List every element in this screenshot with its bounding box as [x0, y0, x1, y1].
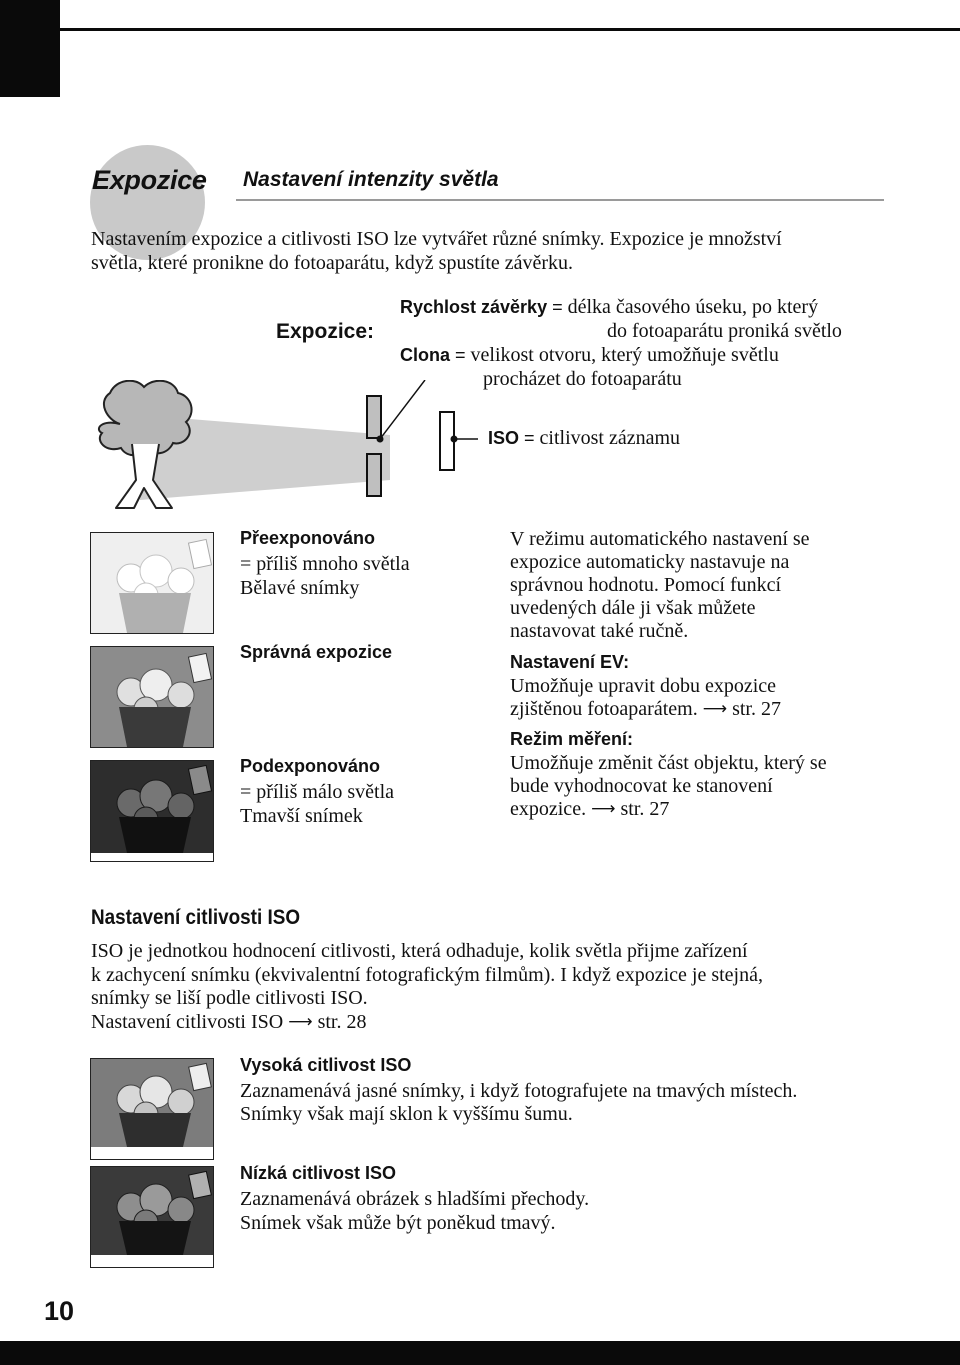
auto-line-3: správnou hodnotu. Pomocí funkcí	[510, 574, 782, 596]
overexposed-photo	[90, 532, 214, 634]
shutter-term: Rychlost závěrky	[400, 297, 548, 317]
arrow-right-icon: ⟶	[591, 799, 616, 819]
top-rule	[60, 28, 960, 31]
light-path-diagram	[80, 380, 480, 520]
auto-mode-paragraph	[510, 528, 810, 643]
title-rule	[236, 199, 884, 201]
underexposed-line-2: Tmavší snímek	[240, 805, 363, 827]
bottom-bar	[0, 1341, 960, 1365]
underexposed-title: Podexponováno	[240, 756, 381, 776]
iso-line-4: Nastavení citlivosti ISO ⟶ str. 28	[91, 1010, 367, 1033]
intro-line-2: světla, které pronikne do fotoaparátu, když spustíte závěrku.	[91, 252, 574, 274]
metering-line-1: Umožňuje změnit část objektu, který se	[510, 752, 827, 774]
shutter-pointer-line	[380, 380, 425, 439]
auto-line-2: expozice automaticky nastavuje na	[510, 551, 790, 573]
ev-description	[510, 675, 781, 722]
iso-equals: =	[519, 428, 540, 448]
overexposed-title: Přeexponováno	[240, 528, 376, 548]
section-subtitle: Nastavení intenzity světla	[243, 168, 499, 191]
intro-line-1: Nastavením expozice a citlivosti ISO lze vytvářet různé snímky. Expozice je množství	[91, 228, 782, 250]
auto-line-1: V režimu automatického nastavení se	[510, 528, 810, 550]
high-iso-line-1: Zaznamenává jasné snímky, i když fotografujete na tmavých místech.	[240, 1080, 798, 1102]
low-iso-line-1: Zaznamenává obrázek s hladšími přechody.	[240, 1188, 590, 1210]
shutter-def-line-1: délka časového úseku, po který	[567, 296, 819, 318]
aperture-definition	[400, 344, 779, 367]
section-title: Expozice	[92, 165, 207, 195]
page-number: 10	[44, 1296, 75, 1326]
shutter-def-line-2: do fotoaparátu proniká světlo	[607, 320, 842, 342]
auto-line-4: uvedených dále ji však můžete	[510, 597, 756, 619]
iso-definition	[488, 427, 680, 450]
auto-line-5: nastavovat také ručně.	[510, 620, 689, 642]
sensor-icon	[440, 412, 478, 470]
underexposed-photo	[90, 760, 214, 862]
low-iso-line-2: Snímek však může být poněkud tmavý.	[240, 1212, 556, 1234]
iso-line-3: snímky se liší podle citlivosti ISO.	[91, 987, 368, 1009]
low-iso-photo	[90, 1166, 214, 1268]
metering-line-3: expozice. ⟶ str. 27	[510, 798, 670, 820]
iso-line-2: k zachycení snímku (ekvivalentní fotografickým filmům). I když expozice je stejná,	[91, 963, 763, 986]
shutter-equals: =	[547, 297, 568, 317]
page-corner-tab	[0, 0, 60, 97]
iso-term: ISO	[488, 428, 520, 448]
ev-page-link[interactable]: str. 27	[732, 698, 781, 720]
iso-line-1: ISO je jednotkou hodnocení citlivosti, která odhaduje, kolik světla přijme zařízení	[91, 940, 748, 962]
ev-line-1: Umožňuje upravit dobu expozice	[510, 675, 777, 697]
exposure-label: Expozice:	[276, 320, 375, 343]
overexposed-line-2: Bělavé snímky	[240, 577, 360, 599]
correct-exposure-title: Správná expozice	[240, 642, 393, 662]
correct-exposure-photo	[90, 646, 214, 748]
low-iso-title: Nízká citlivost ISO	[240, 1163, 397, 1183]
metering-description	[510, 752, 827, 822]
iso-section-heading: Nastavení citlivosti ISO	[91, 906, 301, 929]
metering-line-2: bude vyhodnocovat ke stanovení	[510, 775, 773, 797]
high-iso-photo	[90, 1058, 214, 1160]
iso-paragraph	[91, 940, 763, 1035]
aperture-def-line-1: velikost otvoru, který umožňuje světlu	[470, 344, 779, 366]
aperture-def-line-2: procházet do fotoaparátu	[483, 368, 682, 390]
ev-line-2: zjištěnou fotoaparátem. ⟶ str. 27	[510, 698, 781, 720]
underexposed-line-1: = příliš málo světla	[240, 781, 395, 803]
arrow-right-icon: ⟶	[702, 699, 728, 719]
metering-page-link[interactable]: str. 27	[620, 798, 670, 820]
shutter-definition	[400, 296, 818, 319]
high-iso-title: Vysoká citlivost ISO	[240, 1055, 412, 1075]
aperture-equals: =	[450, 345, 471, 365]
ev-heading: Nastavení EV:	[510, 652, 630, 672]
iso-def: citlivost záznamu	[539, 427, 681, 449]
metering-heading: Režim měření:	[510, 729, 634, 749]
high-iso-line-2: Snímky však mají sklon k vyššímu šumu.	[240, 1103, 573, 1125]
aperture-term: Clona	[400, 345, 451, 365]
arrow-right-icon: ⟶	[288, 1011, 313, 1032]
iso-page-link[interactable]: str. 28	[317, 1010, 367, 1033]
overexposed-line-1: = příliš mnoho světla	[240, 553, 410, 575]
